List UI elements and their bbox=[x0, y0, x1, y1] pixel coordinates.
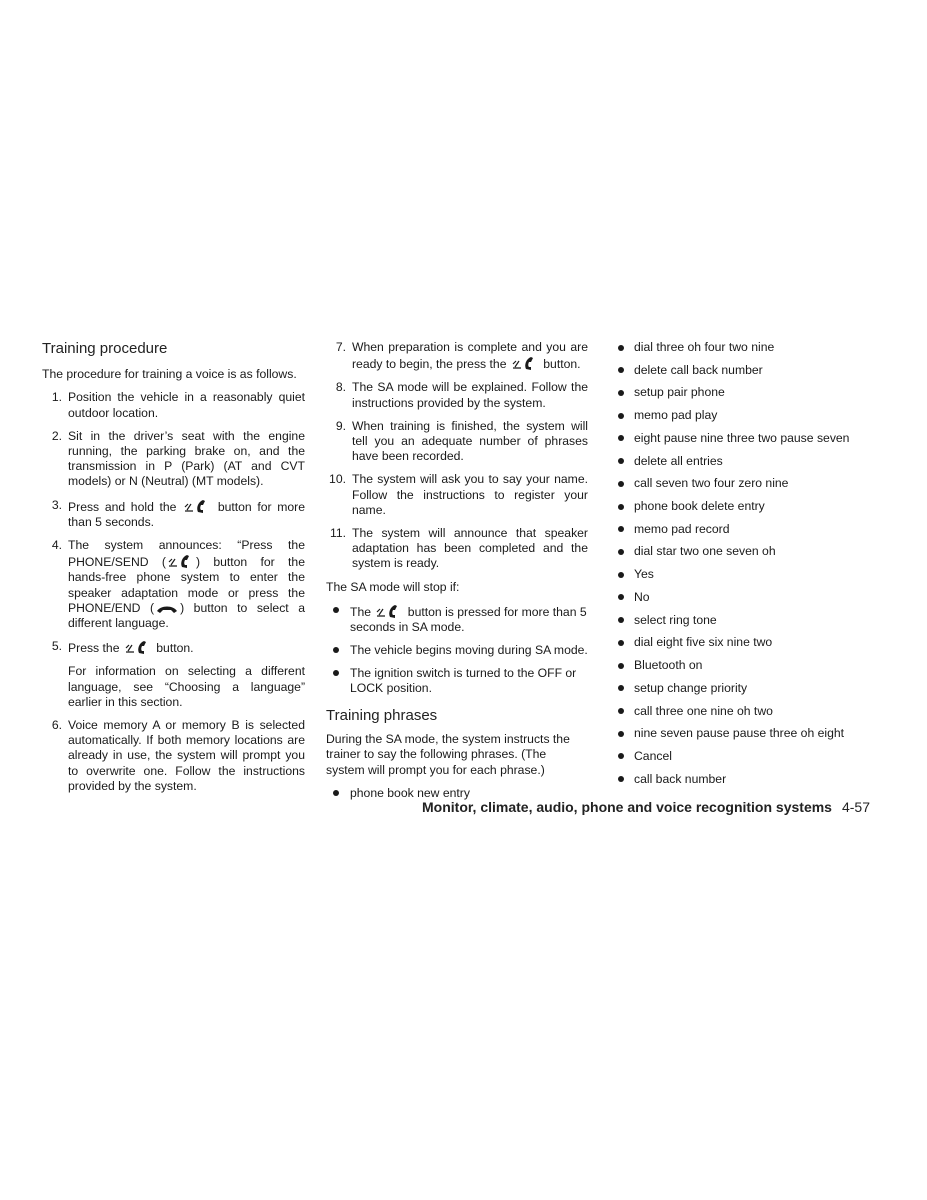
intro-text: The procedure for training a voice is as follows. bbox=[42, 367, 297, 382]
step-2: 2. Sit in the driver’s seat with the engine running, the parking brake on, and the transmission in P (Park) (AT and CVT models) or N (Neutral) (MT models). bbox=[51, 428, 305, 489]
column-left bbox=[42, 340, 305, 802]
column-right bbox=[614, 340, 894, 794]
page-footer bbox=[300, 799, 870, 815]
step-6: 6. Voice memory A or memory B is selected automatically. If both memory locations are already in use, the system will prompt you to overwrite one. Follow the instructions provided by the system. bbox=[51, 718, 305, 793]
voice-phone-icon bbox=[511, 355, 539, 371]
training-procedure-heading: Training procedure bbox=[42, 340, 168, 357]
step-5: 5. Press the button. bbox=[51, 639, 194, 656]
stop-condition-1: The button is pressed for more than 5 seconds in SA mode. bbox=[326, 603, 588, 635]
section-title: Monitor, climate, audio, phone and voice recognition systems bbox=[422, 799, 832, 815]
bullet-icon bbox=[333, 670, 339, 676]
phrase-item: nine seven pause pause three oh eight bbox=[614, 726, 894, 741]
step-1: 1. Position the vehicle in a reasonably quiet outdoor location. bbox=[51, 390, 305, 420]
stop-condition-2: The vehicle begins moving during SA mode. bbox=[326, 643, 588, 658]
phrase-item: phone book new entry bbox=[326, 786, 588, 801]
step-3: 3. Press and hold the button for more than 5 seconds. bbox=[51, 497, 306, 529]
phone-end-icon bbox=[155, 603, 179, 615]
bullet-icon bbox=[618, 504, 624, 510]
bullet-icon bbox=[618, 594, 624, 600]
bullet-icon bbox=[618, 663, 624, 669]
bullet-icon bbox=[618, 572, 624, 578]
step-4: 4. The system announces: “Press the PHONE/SEND ( ) button for the hands-free phone system to enter the speaker adaptation mode or press the PHONE/END ( ) button to select a different language. bbox=[51, 538, 305, 631]
voice-phone-icon bbox=[183, 498, 211, 514]
bullet-icon bbox=[618, 753, 624, 759]
phrase-item: memo pad record bbox=[614, 522, 894, 537]
voice-phone-icon bbox=[167, 553, 195, 569]
bullet-icon bbox=[618, 345, 624, 351]
voice-phone-icon bbox=[375, 603, 403, 619]
step-11: 11. The system will announce that speaker adaptation has been completed and the system is ready. bbox=[329, 526, 588, 571]
stop-condition-3: The ignition switch is turned to the OFF or LOCK position. bbox=[326, 666, 588, 696]
bullet-icon bbox=[618, 617, 624, 623]
stop-intro: The SA mode will stop if: bbox=[326, 579, 460, 594]
phrase-item: call three one nine oh two bbox=[614, 704, 894, 719]
phrase-item: Cancel bbox=[614, 749, 894, 764]
bullet-icon bbox=[618, 549, 624, 555]
step-10: 10. The system will ask you to say your name. Follow the instructions to register your name. bbox=[329, 472, 588, 517]
bullet-icon bbox=[618, 776, 624, 782]
phrase-item: setup pair phone bbox=[614, 385, 894, 400]
phrase-item: dial eight five six nine two bbox=[614, 635, 894, 650]
step-5-note: For information on selecting a different language, see “Choosing a language” earlier in this section. bbox=[68, 664, 305, 709]
bullet-icon bbox=[618, 685, 624, 691]
training-phrases-heading: Training phrases bbox=[326, 707, 438, 725]
bullet-icon bbox=[333, 790, 339, 796]
step-7: 7. When preparation is complete and you are ready to begin, the press the button. bbox=[335, 340, 588, 372]
phrase-item: phone book delete entry bbox=[614, 499, 894, 514]
phrase-item: select ring tone bbox=[614, 613, 894, 628]
bullet-icon bbox=[618, 731, 624, 737]
bullet-icon bbox=[333, 647, 339, 653]
phrase-item: delete call back number bbox=[614, 363, 894, 378]
phrase-item: memo pad play bbox=[614, 408, 894, 423]
phrase-item: dial three oh four two nine bbox=[614, 340, 894, 355]
phrase-item: Bluetooth on bbox=[614, 658, 894, 673]
phrase-item: dial star two one seven oh bbox=[614, 544, 894, 559]
bullet-icon bbox=[618, 526, 624, 532]
bullet-icon bbox=[618, 458, 624, 464]
step-8: 8. The SA mode will be explained. Follow the instructions provided by the system. bbox=[335, 380, 588, 410]
bullet-icon bbox=[618, 390, 624, 396]
voice-phone-icon bbox=[124, 639, 152, 655]
bullet-icon bbox=[618, 708, 624, 714]
page-number: 4-57 bbox=[841, 799, 870, 815]
column-middle bbox=[326, 340, 588, 809]
phrase-item: setup change priority bbox=[614, 681, 894, 696]
step-9: 9. When training is finished, the system will tell you an adequate number of phrases have been recorded. bbox=[335, 418, 588, 464]
phrase-item: Yes bbox=[614, 567, 894, 582]
bullet-icon bbox=[618, 640, 624, 646]
phrase-item: No bbox=[614, 590, 894, 605]
phrase-item: call seven two four zero nine bbox=[614, 476, 894, 491]
phrase-item: delete all entries bbox=[614, 454, 894, 469]
phrase-item: call back number bbox=[614, 772, 894, 787]
bullet-icon bbox=[618, 481, 624, 487]
bullet-icon bbox=[618, 413, 624, 419]
bullet-icon bbox=[333, 607, 339, 613]
phrases-intro: During the SA mode, the system instructs the trainer to say the following phrases. (The system will prompt you for each phrase.) bbox=[326, 732, 570, 777]
phrase-item: eight pause nine three two pause seven bbox=[614, 431, 894, 446]
bullet-icon bbox=[618, 435, 624, 441]
bullet-icon bbox=[618, 367, 624, 373]
